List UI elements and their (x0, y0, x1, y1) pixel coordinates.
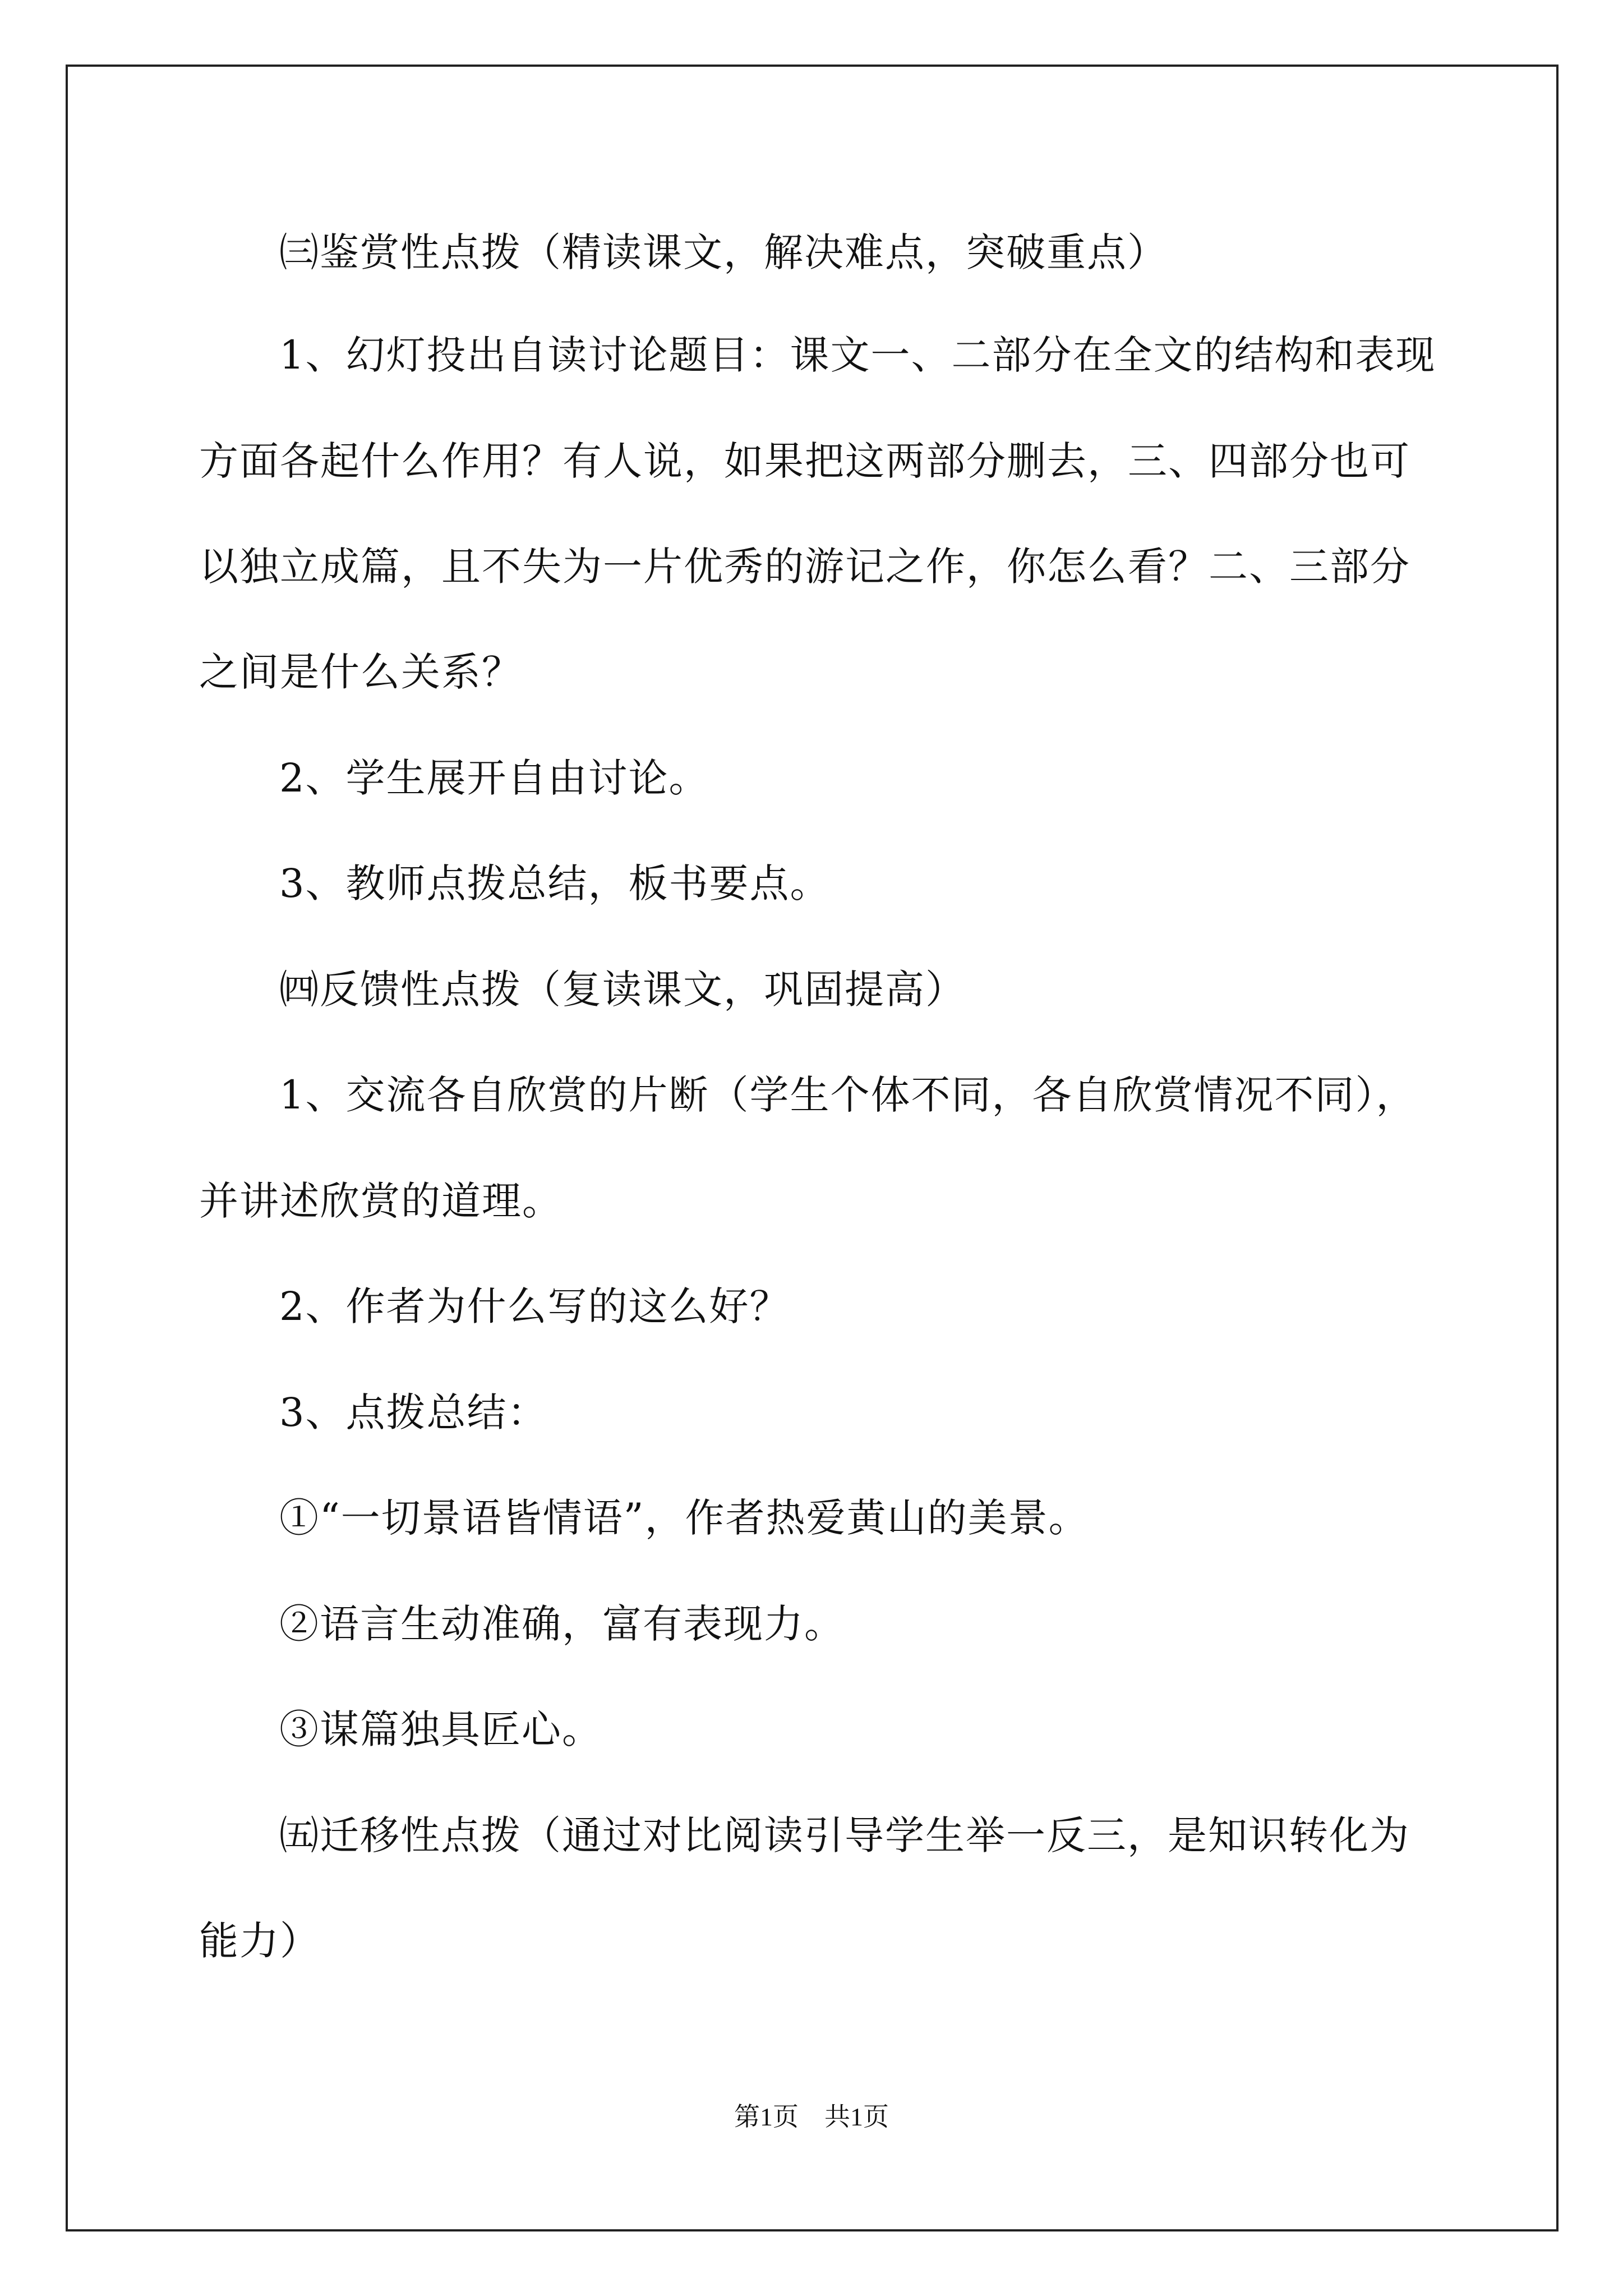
paragraph-line: 方面各起什么作用？有人说，如果把这两部分删去，三、四部分也可 (199, 438, 1410, 484)
paragraph-line: 以独立成篇，且不失为一片优秀的游记之作，你怎么看？二、三部分 (199, 544, 1410, 590)
paragraph-line: 并讲述欣赏的道理。 (199, 1178, 562, 1224)
paragraph-line: 1、交流各自欣赏的片断（学生个体不同，各自欣赏情况不同）， (279, 1072, 1417, 1118)
paragraph-line: 能力） (199, 1918, 320, 1964)
paragraph-line: 之间是什么关系？ (199, 649, 522, 695)
page-footer: 第1页 共1页 (734, 2102, 889, 2131)
section-4-heading: ㈣反馈性点拨（复读课文，巩固提高） (279, 967, 966, 1013)
paragraph-line: 3、教师点拨总结，板书要点。 (279, 861, 831, 907)
list-item: ①“一切景语皆情语”，作者热爱黄山的美景。 (279, 1495, 1089, 1541)
paragraph-line: 2、作者为什么写的这么好？ (279, 1283, 790, 1329)
paragraph-line: 1、幻灯投出自读讨论题目：课文一、二部分在全文的结构和表现 (279, 332, 1436, 378)
list-item: ②语言生动准确，富有表现力。 (279, 1601, 845, 1647)
section-3-heading: ㈢鉴赏性点拨（精读课文，解决难点，突破重点） (279, 229, 1168, 275)
page-border (66, 65, 1559, 2231)
paragraph-line: 2、学生展开自由讨论。 (279, 755, 709, 801)
section-5-heading: ㈤迁移性点拨（通过对比阅读引导学生举一反三，是知识转化为 (279, 1812, 1410, 1858)
list-item: ③谋篇独具匠心。 (279, 1706, 602, 1752)
paragraph-line: 3、点拨总结： (279, 1389, 548, 1435)
